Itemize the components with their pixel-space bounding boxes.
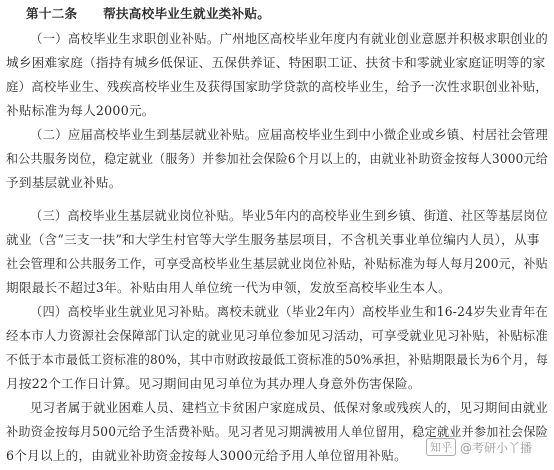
article-title: 第十二条 帮扶高校毕业生就业类补贴。 xyxy=(26,6,271,21)
paragraph-line: 城乡困难家庭（指持有城乡低保证、五保供养证、特困职工证、扶贫卡和零就业家庭证明等的家 xyxy=(6,55,546,70)
paragraph-line: 社会管理和公共服务工作，可享受高校毕业生基层就业岗位补贴，补贴标准为每人每月200元，补贴 xyxy=(6,256,549,271)
paragraph-line: （一）高校毕业生求职创业补贴。广州地区高校毕业年度内有就业创业意愿并积极求职创业的 xyxy=(30,31,549,46)
paragraph-line: 和公共服务岗位，稳定就业（服务）并参加社会保险6个月以上的，由就业补助资金按每人3000元给 xyxy=(6,151,549,166)
paragraph-line: 经本市人力资源社会保障部门认定的就业见习单位参加见习活动，可享受就业见习补贴，补贴标准 xyxy=(6,328,549,343)
paragraph-line: 月按22个工作日计算。见习期间由见习单位为其办理人身意外伤害保险。 xyxy=(6,376,421,391)
paragraph-line: 期限最长不超过3年。补贴由用人单位统一代为申领，发放至高校毕业生本人。 xyxy=(6,280,451,295)
paragraph-line: 补贴标准为每人2000元。 xyxy=(6,103,155,118)
watermark-author: @考研小丫播 xyxy=(459,440,532,455)
paragraph-line: 补助资金按每月500元给予生活费补贴。见习者见习期满被用人单位留用，稳定就业并参加社会保险 xyxy=(6,424,549,439)
paragraph-line: 不低于本市最低工资标准的80%，其中市财政按最低工资标准的50%承担，补贴期限最长为6个月，每 xyxy=(6,352,549,367)
paragraph-line: （二）应届高校毕业生到基层就业补贴。应届高校毕业生到中小微企业或乡镇、村居社会管理 xyxy=(30,127,549,142)
watermark xyxy=(426,438,532,456)
paragraph-line: 予到基层就业补贴。 xyxy=(6,175,122,190)
paragraph-line: 6个月以上的，由就业补助资金按每人3000元给予用人单位留用补贴。 xyxy=(6,448,407,463)
paragraph-line: 就业（含“三支一扶”和大学生村官等大学生服务基层项目，不含机关事业单位编内人员），从事 xyxy=(6,232,540,247)
zhihu-logo: 知乎 xyxy=(426,438,456,456)
paragraph-line: （四）高校毕业生就业见习补贴。离校未就业（毕业2年内）高校毕业生和16-24岁失业青年在 xyxy=(30,304,548,319)
paragraph-line: 庭）高校毕业生、残疾高校毕业生及获得国家助学贷款的高校毕业生，给予一次性求职创业补贴， xyxy=(6,79,549,94)
paragraph-line: （三）高校毕业生基层就业岗位补贴。毕业5年内的高校毕业生到乡镇、街道、社区等基层岗位 xyxy=(30,208,549,223)
paragraph-line: 见习者属于就业困难人员、建档立卡贫困户家庭成员、低保对象或残疾人的，见习期间由就业 xyxy=(30,400,549,415)
